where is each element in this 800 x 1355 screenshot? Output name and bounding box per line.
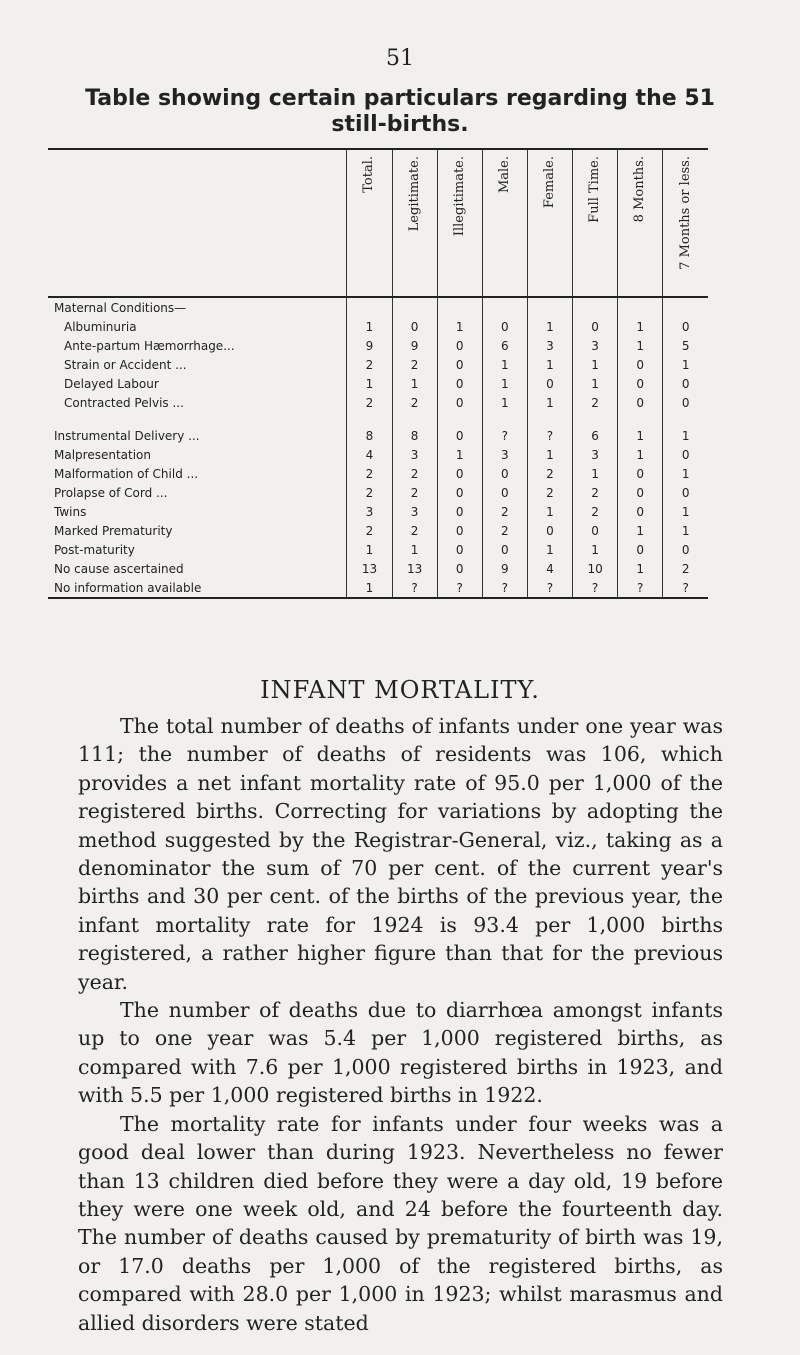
- row-label: No cause ascertained: [54, 561, 184, 576]
- table-cell: 1: [527, 355, 572, 374]
- table-cell: 0: [482, 464, 527, 483]
- body-text: [78, 712, 723, 1337]
- table-cell: 0: [437, 393, 482, 412]
- column-header: [618, 149, 663, 297]
- table-cell: 0: [482, 540, 527, 559]
- table-row: [48, 355, 708, 374]
- table-cell: ?: [573, 578, 618, 598]
- table-cell: 2: [482, 502, 527, 521]
- table-cell: 1: [482, 355, 527, 374]
- body-paragraph: The number of deaths due to diarrhœa amongst infants up to one year was 5.4 per 1,000 registered births, as compared with 7.6 per 1,000 registered births in 1923, and with 5.5 per 1,000 registered births in 1922.: [78, 998, 723, 1108]
- table-cell: 10: [573, 559, 618, 578]
- header-blank: [48, 149, 347, 297]
- table-row: [48, 317, 708, 336]
- table-cell: 0: [527, 521, 572, 540]
- table-cell: 2: [573, 483, 618, 502]
- table-row: [48, 521, 708, 540]
- table-row: [48, 393, 708, 412]
- table-cell: 2: [392, 521, 437, 540]
- table-cell: 0: [618, 374, 663, 393]
- table-cell: 1: [618, 426, 663, 445]
- table-cell: 0: [618, 483, 663, 502]
- table-cell: 0: [618, 464, 663, 483]
- table-cell: 2: [392, 483, 437, 502]
- column-header: [437, 149, 482, 297]
- table-cell: 1: [618, 336, 663, 355]
- table-cell: 0: [437, 426, 482, 445]
- body-paragraph: The total number of deaths of infants under one year was 111; the number of deaths of residents was 106, which provides a net infant mortality rate of 95.0 per 1,000 of the registered births. Correcting for variations by adopting the method suggested by the Registrar-General, viz., taking as a denominator the sum of 70 per cent. of the current year's births and 30 per cent. of the births of the previous year, the infant mortality rate for 1924 is 93.4 per 1,000 births registered, a rather higher figure than that for the previous year.: [78, 714, 723, 994]
- table-cell: 1: [347, 578, 392, 598]
- table-cell: [527, 297, 572, 317]
- table-cell: [573, 297, 618, 317]
- table-cell: [347, 412, 392, 426]
- row-label: Ante-partum Hæmorrhage...: [64, 338, 235, 353]
- table-row: [48, 412, 708, 426]
- table-cell: 3: [573, 445, 618, 464]
- table-cell: 0: [392, 317, 437, 336]
- table-cell: 5: [663, 336, 708, 355]
- table-cell: 2: [392, 355, 437, 374]
- table-cell: [437, 412, 482, 426]
- table-cell: 1: [392, 374, 437, 393]
- table-cell: 2: [347, 521, 392, 540]
- table-cell: 2: [347, 355, 392, 374]
- table-cell: 1: [437, 317, 482, 336]
- table-cell: 1: [482, 393, 527, 412]
- table-cell: 2: [347, 464, 392, 483]
- column-header-label: 7 Months or less.: [677, 156, 693, 270]
- table-cell: 1: [618, 559, 663, 578]
- table-cell: 0: [663, 374, 708, 393]
- table-cell: [663, 412, 708, 426]
- row-label: [48, 412, 347, 426]
- table-cell: 1: [573, 355, 618, 374]
- table-cell: 1: [527, 540, 572, 559]
- table-cell: 9: [392, 336, 437, 355]
- table-cell: 0: [663, 445, 708, 464]
- table-cell: 0: [527, 374, 572, 393]
- table-cell: 2: [392, 464, 437, 483]
- table-cell: 0: [437, 483, 482, 502]
- table-cell: 1: [663, 464, 708, 483]
- column-header-label: Total.: [361, 156, 377, 193]
- column-header: [482, 149, 527, 297]
- table-cell: 1: [573, 374, 618, 393]
- table-cell: 6: [482, 336, 527, 355]
- column-header: [573, 149, 618, 297]
- table-cell: 3: [482, 445, 527, 464]
- column-header: [663, 149, 708, 297]
- table-cell: ?: [527, 578, 572, 598]
- table-cell: 3: [527, 336, 572, 355]
- table-cell: [618, 297, 663, 317]
- column-header-label: Illegitimate.: [451, 156, 467, 237]
- table-cell: 0: [437, 521, 482, 540]
- table-cell: [663, 297, 708, 317]
- table-cell: 0: [618, 355, 663, 374]
- table-row: [48, 483, 708, 502]
- row-label: Malformation of Child ...: [54, 466, 199, 481]
- table-cell: 9: [347, 336, 392, 355]
- table-cell: 1: [663, 355, 708, 374]
- table-cell: 2: [482, 521, 527, 540]
- table-cell: 0: [663, 393, 708, 412]
- table-row: [48, 336, 708, 355]
- table-cell: 0: [618, 393, 663, 412]
- table-title-line-2: still-births.: [331, 112, 469, 137]
- table-cell: [618, 412, 663, 426]
- table-cell: 0: [573, 521, 618, 540]
- row-label: Albuminuria: [64, 319, 137, 334]
- table-cell: [437, 297, 482, 317]
- table-cell: 8: [392, 426, 437, 445]
- table-title-line-1: Table showing certain particulars regarding the 51: [85, 86, 715, 111]
- row-label: Contracted Pelvis ...: [64, 395, 184, 410]
- table-cell: 1: [663, 426, 708, 445]
- table-cell: 1: [527, 502, 572, 521]
- table-header-row: [48, 149, 708, 297]
- table-cell: 1: [527, 317, 572, 336]
- table-cell: 2: [573, 393, 618, 412]
- table-cell: [573, 412, 618, 426]
- column-header-label: Male.: [496, 156, 512, 194]
- table-cell: [347, 297, 392, 317]
- table-cell: 0: [482, 317, 527, 336]
- table-cell: 13: [347, 559, 392, 578]
- table-body: [48, 297, 708, 598]
- column-header-label: Full Time.: [587, 156, 603, 223]
- table-title: [0, 86, 800, 138]
- table-cell: 2: [347, 483, 392, 502]
- table-cell: 0: [437, 540, 482, 559]
- column-header: [392, 149, 437, 297]
- column-header-label: Female.: [541, 156, 557, 209]
- row-label: Twins: [54, 504, 87, 519]
- row-label: Malpresentation: [54, 447, 151, 462]
- table-cell: 6: [573, 426, 618, 445]
- table-row: [48, 578, 708, 598]
- table-cell: 1: [437, 445, 482, 464]
- row-label: No information available: [48, 578, 347, 598]
- table-cell: 3: [347, 502, 392, 521]
- table-cell: 0: [437, 559, 482, 578]
- table-cell: ?: [482, 578, 527, 598]
- table-cell: 1: [527, 393, 572, 412]
- table-cell: 4: [347, 445, 392, 464]
- still-births-table: [48, 148, 708, 599]
- table-cell: [527, 412, 572, 426]
- table-cell: 0: [437, 336, 482, 355]
- table-cell: ?: [527, 426, 572, 445]
- table-cell: 0: [437, 374, 482, 393]
- section-title: INFANT MORTALITY.: [260, 676, 540, 704]
- table-cell: ?: [437, 578, 482, 598]
- table-cell: 0: [618, 502, 663, 521]
- column-header: [527, 149, 572, 297]
- table-cell: 1: [347, 540, 392, 559]
- table-cell: 1: [527, 445, 572, 464]
- row-label: Maternal Conditions—: [54, 300, 187, 315]
- table-cell: 1: [618, 521, 663, 540]
- row-label: Instrumental Delivery ...: [54, 428, 200, 443]
- table-cell: 0: [663, 317, 708, 336]
- table-cell: [392, 297, 437, 317]
- table-row: [48, 445, 708, 464]
- table-cell: 2: [527, 464, 572, 483]
- table-cell: 1: [392, 540, 437, 559]
- row-label: Marked Prematurity: [54, 523, 173, 538]
- table-row: [48, 297, 708, 317]
- table-cell: 0: [663, 540, 708, 559]
- table-cell: 13: [392, 559, 437, 578]
- table-row: [48, 374, 708, 393]
- table-cell: 0: [437, 464, 482, 483]
- table-cell: 3: [392, 502, 437, 521]
- table-cell: 2: [347, 393, 392, 412]
- row-label: Delayed Labour: [64, 376, 159, 391]
- table-cell: [482, 412, 527, 426]
- table-row: [48, 426, 708, 445]
- table-cell: 1: [663, 521, 708, 540]
- table-cell: 9: [482, 559, 527, 578]
- table-row: [48, 559, 708, 578]
- table-cell: 2: [573, 502, 618, 521]
- table-cell: 1: [618, 445, 663, 464]
- body-paragraph: The mortality rate for infants under four weeks was a good deal lower than during 1923. Nevertheless no fewer than 13 children died before they were a day old, 19 before they were one week old, and 24 before the fourteenth day. The number of deaths caused by prematurity of birth was 19, or 17.0 deaths per 1,000 of the registered births, as compared with 28.0 per 1,000 in 1923; whilst marasmus and allied disorders were stated: [78, 1111, 723, 1335]
- table-cell: ?: [663, 578, 708, 598]
- table-row: [48, 502, 708, 521]
- table-cell: 3: [392, 445, 437, 464]
- table-cell: 2: [663, 559, 708, 578]
- table-cell: ?: [482, 426, 527, 445]
- table-row: [48, 540, 708, 559]
- table-cell: 0: [663, 483, 708, 502]
- page-number: 51: [386, 46, 414, 71]
- table-row: [48, 464, 708, 483]
- table-cell: 1: [573, 540, 618, 559]
- column-header-label: 8 Months.: [632, 156, 648, 223]
- table-cell: 4: [527, 559, 572, 578]
- table-cell: 1: [347, 374, 392, 393]
- table-cell: 0: [573, 317, 618, 336]
- table-cell: 2: [527, 483, 572, 502]
- table-cell: 1: [618, 317, 663, 336]
- row-label: Strain or Accident ...: [64, 357, 187, 372]
- table-cell: 0: [482, 483, 527, 502]
- table-cell: ?: [392, 578, 437, 598]
- table-cell: 1: [573, 464, 618, 483]
- table-cell: [392, 412, 437, 426]
- table-cell: 2: [392, 393, 437, 412]
- table-cell: 0: [437, 355, 482, 374]
- table-cell: 3: [573, 336, 618, 355]
- table-cell: ?: [618, 578, 663, 598]
- table-cell: 1: [663, 502, 708, 521]
- column-header-label: Legitimate.: [406, 156, 422, 232]
- table-cell: 8: [347, 426, 392, 445]
- table-cell: [482, 297, 527, 317]
- table-cell: 0: [618, 540, 663, 559]
- table-cell: 1: [347, 317, 392, 336]
- table-cell: 0: [437, 502, 482, 521]
- column-header: [347, 149, 392, 297]
- row-label: Post-maturity: [54, 542, 135, 557]
- row-label: Prolapse of Cord ...: [54, 485, 168, 500]
- table-cell: 1: [482, 374, 527, 393]
